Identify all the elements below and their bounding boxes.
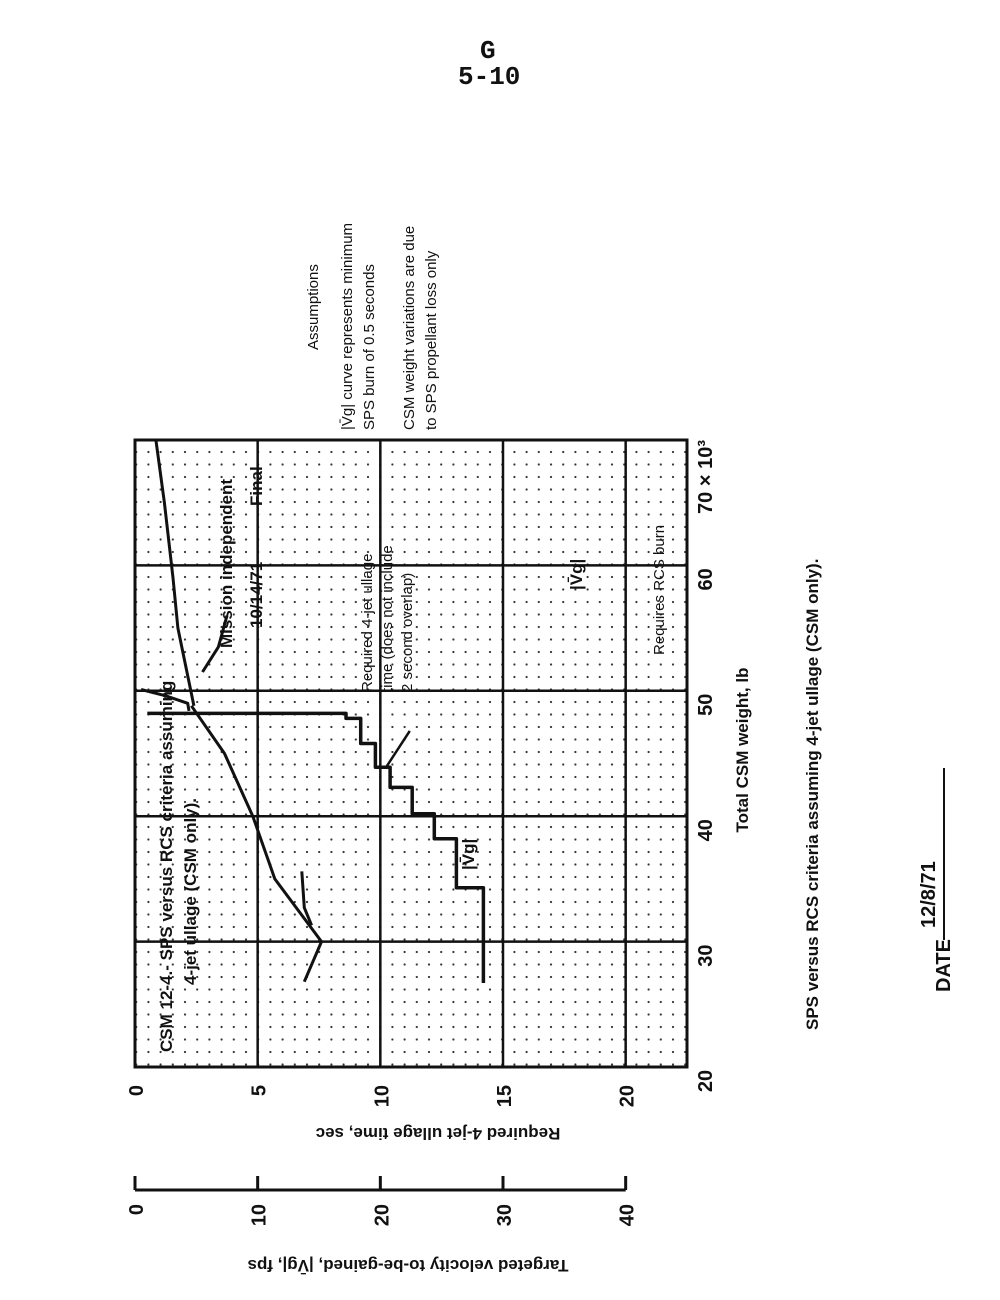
x-tick-label-50: 50	[695, 693, 717, 716]
right-axis-tick-label-10: 10	[248, 1204, 271, 1227]
right-axis-tick-label-0: 0	[126, 1204, 148, 1216]
assumption-2-line2: to SPS propellant loss only	[423, 250, 440, 430]
right-axis-tick-label-30: 30	[494, 1204, 516, 1227]
annotation-ullage-line3: 2 second overlap)	[399, 572, 416, 692]
x-tick-label-40: 40	[695, 819, 717, 842]
x-tick-label-60: 60	[695, 568, 717, 591]
assumptions-heading: Assumptions	[305, 264, 322, 350]
x-tick-label-20: 20	[695, 1069, 717, 1093]
annotation-vg-lower: |V̄g|	[459, 838, 478, 870]
date-label: DATE	[933, 939, 955, 992]
x-tick-label-70: 70 × 10³	[695, 440, 717, 514]
y-tick-label-20: 20	[616, 1085, 639, 1108]
status-line: Mission independent	[217, 478, 236, 648]
page-code-g: G	[480, 36, 496, 66]
annotation-vg-upper: |V̄g|	[567, 558, 586, 590]
right-axis-tick-label-40: 40	[616, 1204, 639, 1227]
y-tick-label-10: 10	[371, 1085, 394, 1108]
y-tick-label-0: 0	[126, 1085, 148, 1097]
date-value: 12/8/71	[918, 861, 940, 928]
y-tick-label-5: 5	[248, 1085, 271, 1097]
assumption-2-line1: CSM weight variations are due	[401, 225, 418, 430]
chart-title-line2: 4-jet ullage (CSM only).	[181, 797, 200, 985]
x-tick-label-30: 30	[695, 944, 717, 967]
y-axis-label: Required 4-jet ullage time, sec	[315, 1124, 561, 1143]
status-date: 10/14/71	[247, 561, 266, 628]
chart-title-line1: CSM 12-4.- SPS versus RCS criteria assuming	[157, 680, 176, 1052]
annotation-requires-rcs: Requires RCS burn	[651, 524, 668, 655]
right-axis-tick-label-20: 20	[371, 1204, 394, 1227]
annotation-ullage-line1: Required 4-jet ullage	[359, 553, 376, 692]
status-word: Final	[247, 466, 266, 506]
x-axis-label: Total CSM weight, lb	[733, 667, 752, 833]
annotation-ullage-line2: time (does not include	[379, 545, 396, 692]
figure-caption: SPS versus RCS criteria assuming 4-jet ullage (CSM only).	[803, 558, 822, 1030]
assumption-1-line1: |V̄g| curve represents minimum	[339, 222, 356, 430]
right-axis-label: Targeted velocity to-be-gained, |V̄g|, fps	[247, 1256, 569, 1275]
assumption-1-line2: SPS burn of 0.5 seconds	[361, 264, 378, 430]
page-code-number: 5-10	[458, 62, 521, 92]
y-tick-label-15: 15	[494, 1085, 516, 1108]
